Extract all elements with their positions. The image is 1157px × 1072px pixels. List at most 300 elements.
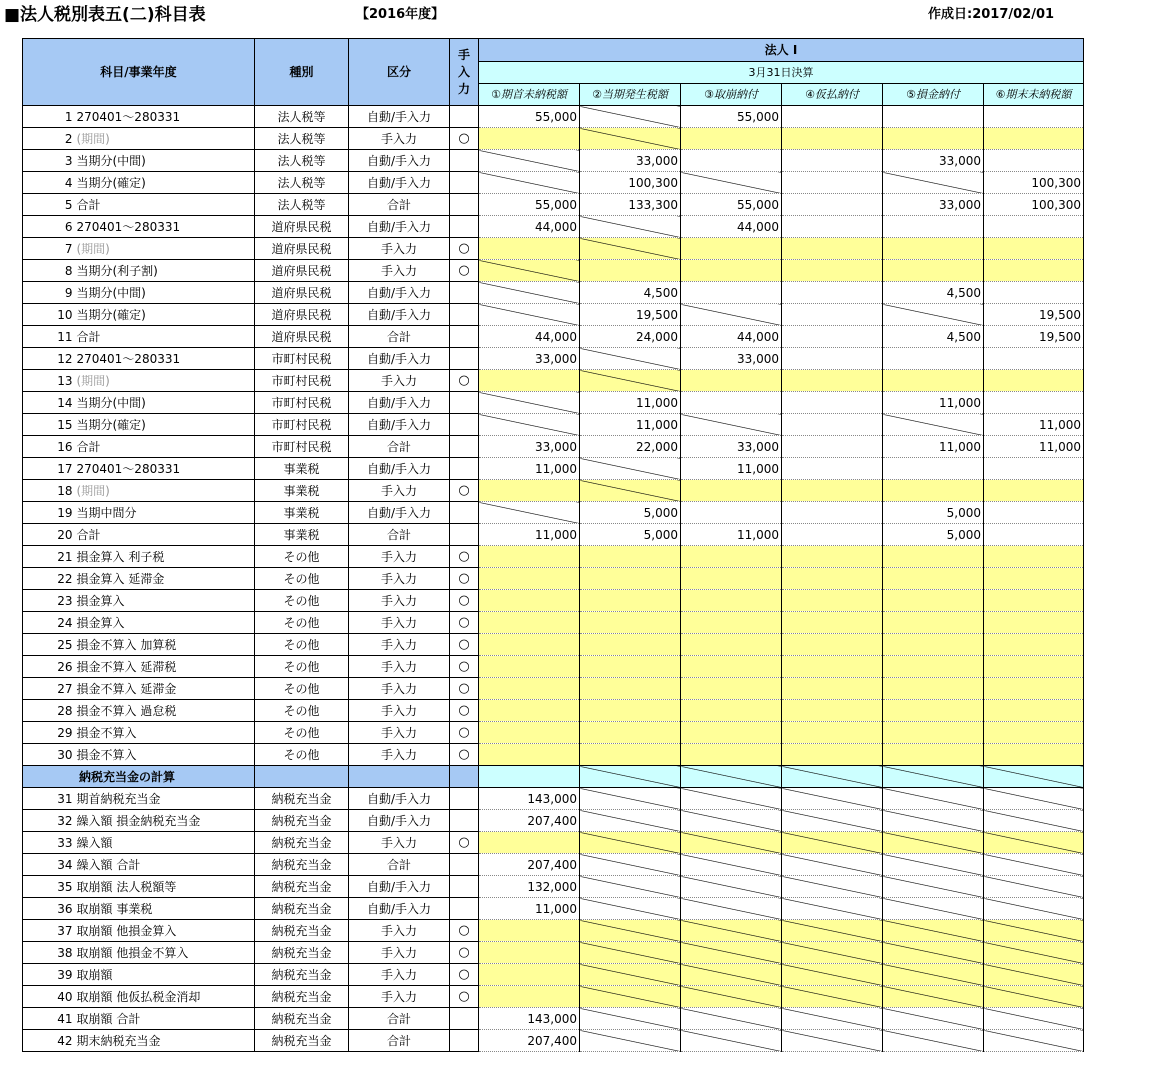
amount-cell[interactable] (580, 678, 681, 700)
manual-input-mark (450, 194, 479, 216)
amount-cell[interactable] (782, 744, 883, 766)
amount-cell (883, 414, 984, 436)
row-type: 納税充当金 (255, 1008, 349, 1030)
manual-input-mark (450, 326, 479, 348)
amount-cell[interactable] (580, 590, 681, 612)
amount-cell (782, 524, 883, 546)
table-row (23, 722, 1084, 744)
amount-cell[interactable] (479, 370, 580, 392)
row-number: 42 (23, 1030, 75, 1052)
amount-cell (479, 502, 580, 524)
amount-cell[interactable] (479, 260, 580, 282)
manual-input-mark (450, 348, 479, 370)
amount-cell[interactable] (479, 568, 580, 590)
amount-cell-disabled (984, 898, 1084, 920)
amount-cell[interactable] (883, 568, 984, 590)
amount-cell[interactable] (681, 744, 782, 766)
row-item: 当期分(中間) (75, 282, 255, 304)
table-row (23, 392, 1084, 414)
row-number: 16 (23, 436, 75, 458)
amount-cell[interactable] (883, 128, 984, 150)
amount-cell[interactable] (782, 238, 883, 260)
row-type: 事業税 (255, 502, 349, 524)
amount-cell (681, 304, 782, 326)
table-row (23, 612, 1084, 634)
amount-cell[interactable] (883, 546, 984, 568)
amount-cell (580, 106, 681, 128)
amount-cell[interactable] (984, 590, 1084, 612)
table-row (23, 546, 1084, 568)
amount-cell[interactable] (782, 568, 883, 590)
amount-cell (580, 216, 681, 238)
amount-cell[interactable] (883, 590, 984, 612)
amount-cell: 11,000 (479, 458, 580, 480)
account-table (22, 38, 1084, 1052)
amount-cell[interactable] (479, 832, 580, 854)
amount-cell-disabled (883, 854, 984, 876)
row-kubun: 手入力 (349, 634, 450, 656)
amount-cell[interactable] (681, 568, 782, 590)
amount-cell-disabled (580, 810, 681, 832)
amount-cell[interactable] (984, 480, 1084, 502)
row-number: 5 (23, 194, 75, 216)
row-number: 21 (23, 546, 75, 568)
row-kubun: 自動/手入力 (349, 502, 450, 524)
amount-cell[interactable] (479, 920, 580, 942)
amount-cell (580, 458, 681, 480)
amount-cell[interactable] (681, 546, 782, 568)
amount-cell: 55,000 (479, 194, 580, 216)
amount-cell: 19,500 (984, 326, 1084, 348)
amount-cell-disabled (681, 854, 782, 876)
amount-cell[interactable] (782, 634, 883, 656)
amount-cell[interactable] (479, 986, 580, 1008)
row-number: 4 (23, 172, 75, 194)
amount-cell-disabled (681, 788, 782, 810)
row-number: 29 (23, 722, 75, 744)
manual-input-mark (450, 392, 479, 414)
amount-cell-disabled (782, 810, 883, 832)
created-date: 作成日:2017/02/01 (928, 7, 1055, 22)
amount-cell-disabled (883, 1008, 984, 1030)
amount-cell[interactable] (681, 722, 782, 744)
amount-cell: 44,000 (479, 216, 580, 238)
row-item: 取崩額 他損金算入 (75, 920, 255, 942)
amount-cell: 19,500 (984, 304, 1084, 326)
row-number: 13 (23, 370, 75, 392)
row-kubun: 自動/手入力 (349, 282, 450, 304)
manual-input-mark (450, 216, 479, 238)
row-item: 取崩額 法人税額等 (75, 876, 255, 898)
row-kubun: 自動/手入力 (349, 392, 450, 414)
table-row (23, 524, 1084, 546)
amount-cell[interactable] (580, 480, 681, 502)
row-kubun: 手入力 (349, 546, 450, 568)
amount-cell[interactable] (984, 700, 1084, 722)
amount-cell[interactable] (782, 612, 883, 634)
manual-input-mark: ○ (450, 744, 479, 766)
row-number: 31 (23, 788, 75, 810)
amount-cell[interactable] (580, 656, 681, 678)
amount-cell-disabled (984, 854, 1084, 876)
section-kubun-cell (349, 766, 450, 788)
amount-cell[interactable] (580, 744, 681, 766)
row-kubun: 手入力 (349, 568, 450, 590)
amount-cell-disabled (782, 986, 883, 1008)
row-number: 40 (23, 986, 75, 1008)
amount-cell[interactable] (782, 480, 883, 502)
amount-cell[interactable] (984, 546, 1084, 568)
manual-input-mark (450, 502, 479, 524)
table-row (23, 502, 1084, 524)
row-kubun: 手入力 (349, 942, 450, 964)
amount-cell[interactable] (883, 370, 984, 392)
amount-cell-disabled (984, 832, 1084, 854)
amount-cell: 33,000 (883, 194, 984, 216)
row-item: 当期分(確定) (75, 304, 255, 326)
row-item: 取崩額 他損金不算入 (75, 942, 255, 964)
row-number: 12 (23, 348, 75, 370)
amount-cell (782, 216, 883, 238)
row-kubun: 合計 (349, 854, 450, 876)
amount-cell[interactable] (883, 480, 984, 502)
amount-cell[interactable] (681, 590, 782, 612)
amount-cell-disabled (984, 876, 1084, 898)
amount-cell: 33,000 (681, 436, 782, 458)
amount-cell (984, 392, 1084, 414)
row-kubun: 自動/手入力 (349, 348, 450, 370)
tax-rows (23, 106, 1084, 766)
amount-cell-disabled (782, 1008, 883, 1030)
amount-cell: 44,000 (479, 326, 580, 348)
amount-cell[interactable] (479, 656, 580, 678)
manual-input-mark: ○ (450, 700, 479, 722)
amount-cell (782, 458, 883, 480)
amount-cell[interactable] (984, 678, 1084, 700)
amount-cell[interactable] (782, 546, 883, 568)
amount-cell[interactable] (883, 634, 984, 656)
amount-cell[interactable] (479, 722, 580, 744)
amount-cell (782, 194, 883, 216)
amount-cell[interactable] (681, 612, 782, 634)
row-number: 19 (23, 502, 75, 524)
col-kubun-header: 区分 (349, 39, 450, 106)
row-kubun: 手入力 (349, 700, 450, 722)
amount-cell[interactable] (883, 612, 984, 634)
col-manual-header: 手入力 (450, 39, 479, 106)
amount-cell: 5,000 (580, 502, 681, 524)
amount-cell: 11,000 (580, 392, 681, 414)
amount-cell[interactable] (681, 238, 782, 260)
table-row (23, 304, 1084, 326)
amount-cell-disabled (580, 942, 681, 964)
amount-cell: 4,500 (580, 282, 681, 304)
amount-cell[interactable] (681, 678, 782, 700)
table-row (23, 194, 1084, 216)
amount-cell[interactable] (883, 678, 984, 700)
row-item: 270401～280331 (75, 216, 255, 238)
manual-input-mark: ○ (450, 480, 479, 502)
amount-cell[interactable] (580, 722, 681, 744)
amount-cell (479, 172, 580, 194)
row-kubun: 手入力 (349, 744, 450, 766)
row-type: 道府県民税 (255, 282, 349, 304)
fiscal-year: 【2016年度】 (356, 7, 445, 22)
amount-cell[interactable] (782, 260, 883, 282)
amount-cell[interactable] (580, 612, 681, 634)
manual-input-mark (450, 106, 479, 128)
amount-cell[interactable] (782, 678, 883, 700)
amount-cell[interactable] (479, 590, 580, 612)
amount-cell[interactable] (580, 370, 681, 392)
amount-cell (782, 282, 883, 304)
amount-cell[interactable] (883, 238, 984, 260)
row-item: (期間) (75, 480, 255, 502)
amount-cell: 4,500 (883, 326, 984, 348)
row-type: 納税充当金 (255, 810, 349, 832)
amount-cell[interactable] (984, 568, 1084, 590)
row-kubun: 手入力 (349, 480, 450, 502)
amount-cell[interactable] (681, 480, 782, 502)
amount-cell (479, 414, 580, 436)
row-item: 当期分(中間) (75, 392, 255, 414)
row-number: 34 (23, 854, 75, 876)
amount-cell (782, 326, 883, 348)
row-kubun: 手入力 (349, 986, 450, 1008)
amount-cell[interactable] (580, 700, 681, 722)
amount-cell (782, 392, 883, 414)
amount-cell (681, 414, 782, 436)
amount-cell[interactable] (984, 634, 1084, 656)
row-type: その他 (255, 722, 349, 744)
amount-cell-disabled (883, 788, 984, 810)
amount-cell-disabled (580, 986, 681, 1008)
manual-input-mark: ○ (450, 832, 479, 854)
amount-cell[interactable] (681, 700, 782, 722)
amount-cell (883, 304, 984, 326)
amount-cell[interactable] (883, 744, 984, 766)
row-number: 15 (23, 414, 75, 436)
row-type: その他 (255, 612, 349, 634)
row-type: 法人税等 (255, 194, 349, 216)
amount-cell-disabled (580, 788, 681, 810)
row-item: 当期分(確定) (75, 172, 255, 194)
amount-cell-disabled (883, 876, 984, 898)
table-row (23, 700, 1084, 722)
table-row (23, 854, 1084, 876)
manual-input-mark: ○ (450, 590, 479, 612)
amount-cell[interactable] (681, 370, 782, 392)
row-kubun: 手入力 (349, 590, 450, 612)
manual-input-mark: ○ (450, 920, 479, 942)
row-number: 24 (23, 612, 75, 634)
amount-cell: 11,000 (883, 392, 984, 414)
amount-cell[interactable] (984, 370, 1084, 392)
amount-cell[interactable] (681, 656, 782, 678)
manual-input-mark: ○ (450, 678, 479, 700)
amount-cell[interactable] (580, 238, 681, 260)
amount-cell[interactable] (580, 568, 681, 590)
manual-input-mark (450, 788, 479, 810)
row-type: 道府県民税 (255, 216, 349, 238)
table-row (23, 216, 1084, 238)
amount-cell[interactable] (479, 964, 580, 986)
amount-cell[interactable] (479, 942, 580, 964)
amount-cell (782, 348, 883, 370)
amount-cell[interactable] (580, 260, 681, 282)
amount-cell[interactable] (782, 700, 883, 722)
amount-cell[interactable] (479, 634, 580, 656)
amount-cell[interactable] (479, 480, 580, 502)
manual-input-mark (450, 414, 479, 436)
row-kubun: 自動/手入力 (349, 304, 450, 326)
amount-cell-disabled (580, 1008, 681, 1030)
row-item: 合計 (75, 436, 255, 458)
amount-cell (984, 216, 1084, 238)
amount-cell (681, 172, 782, 194)
manual-input-mark (450, 150, 479, 172)
corp-header: 法人 Ⅰ (479, 39, 1084, 62)
amount-cell[interactable] (479, 678, 580, 700)
table-row (23, 128, 1084, 150)
amount-cell-disabled (883, 898, 984, 920)
table-row (23, 568, 1084, 590)
manual-input-mark (450, 458, 479, 480)
amount-cell: 44,000 (681, 326, 782, 348)
manual-input-mark: ○ (450, 986, 479, 1008)
row-kubun: 自動/手入力 (349, 414, 450, 436)
row-type: 納税充当金 (255, 986, 349, 1008)
amount-cell-disabled (681, 832, 782, 854)
row-item: (期間) (75, 238, 255, 260)
amount-cell[interactable] (984, 260, 1084, 282)
amount-cell: 33,000 (681, 348, 782, 370)
amount-cell[interactable] (681, 128, 782, 150)
row-item: 270401～280331 (75, 458, 255, 480)
table-row (23, 282, 1084, 304)
amount-cell[interactable] (782, 370, 883, 392)
amount-cell (984, 524, 1084, 546)
amount-cell: 11,000 (479, 524, 580, 546)
amount-cell-disabled (984, 810, 1084, 832)
amount-cell[interactable] (479, 128, 580, 150)
amount-cell: 143,000 (479, 788, 580, 810)
amount-cell: 11,000 (681, 458, 782, 480)
amount-cell[interactable] (883, 656, 984, 678)
row-type: 納税充当金 (255, 920, 349, 942)
row-kubun: 合計 (349, 1030, 450, 1052)
amount-cell (479, 282, 580, 304)
amount-cell[interactable] (782, 656, 883, 678)
amount-cell-disabled (782, 898, 883, 920)
section-amount-cell (580, 766, 681, 788)
amount-cell[interactable] (984, 656, 1084, 678)
row-type: 市町村民税 (255, 392, 349, 414)
amount-col-header: ②当期発生税額 (580, 84, 681, 106)
amount-cell-disabled (782, 942, 883, 964)
row-number: 28 (23, 700, 75, 722)
amount-cell (681, 392, 782, 414)
table-row (23, 370, 1084, 392)
amount-cell[interactable] (580, 546, 681, 568)
amount-cell[interactable] (782, 722, 883, 744)
row-number: 2 (23, 128, 75, 150)
table-row (23, 788, 1084, 810)
amount-cell[interactable] (984, 722, 1084, 744)
row-type: 納税充当金 (255, 876, 349, 898)
amount-cell: 133,300 (580, 194, 681, 216)
row-number: 1 (23, 106, 75, 128)
row-kubun: 手入力 (349, 238, 450, 260)
amount-cell (580, 348, 681, 370)
row-kubun: 手入力 (349, 832, 450, 854)
row-number: 37 (23, 920, 75, 942)
table-row (23, 150, 1084, 172)
amount-cell (984, 458, 1084, 480)
amount-cell-disabled (984, 1008, 1084, 1030)
amount-cell (984, 348, 1084, 370)
amount-cell (883, 172, 984, 194)
amount-cell[interactable] (479, 744, 580, 766)
amount-cell[interactable] (782, 590, 883, 612)
amount-cell[interactable] (580, 634, 681, 656)
amount-cell (984, 150, 1084, 172)
amount-cell (782, 106, 883, 128)
row-type: 道府県民税 (255, 238, 349, 260)
amount-cell-disabled (580, 964, 681, 986)
amount-cell[interactable] (883, 260, 984, 282)
amount-cell-disabled (580, 920, 681, 942)
amount-cell (883, 216, 984, 238)
row-type: 市町村民税 (255, 370, 349, 392)
amount-cell[interactable] (984, 238, 1084, 260)
row-type: 道府県民税 (255, 260, 349, 282)
row-item: 繰入額 (75, 832, 255, 854)
table-row (23, 964, 1084, 986)
amount-cell[interactable] (883, 722, 984, 744)
amount-cell-disabled (681, 876, 782, 898)
row-item: 取崩額 合計 (75, 1008, 255, 1030)
row-type: 市町村民税 (255, 348, 349, 370)
amount-cell[interactable] (984, 128, 1084, 150)
amount-cell[interactable] (984, 612, 1084, 634)
table-row (23, 810, 1084, 832)
amount-cell[interactable] (479, 700, 580, 722)
amount-cell-disabled (984, 942, 1084, 964)
amount-cell-disabled (580, 898, 681, 920)
table-row (23, 942, 1084, 964)
amount-cell[interactable] (984, 744, 1084, 766)
row-number: 18 (23, 480, 75, 502)
amount-cell: 11,000 (479, 898, 580, 920)
amount-cell[interactable] (681, 634, 782, 656)
amount-cell-disabled (984, 788, 1084, 810)
amount-cell: 207,400 (479, 810, 580, 832)
row-item: 合計 (75, 524, 255, 546)
row-item: 損金不算入 過怠税 (75, 700, 255, 722)
amount-cell-disabled (681, 898, 782, 920)
row-type: 市町村民税 (255, 436, 349, 458)
amount-cell[interactable] (580, 128, 681, 150)
amount-cell[interactable] (479, 238, 580, 260)
row-kubun: 手入力 (349, 722, 450, 744)
amount-cell[interactable] (782, 128, 883, 150)
amount-cell[interactable] (479, 612, 580, 634)
amount-cell[interactable] (681, 260, 782, 282)
manual-input-mark (450, 436, 479, 458)
amount-cell[interactable] (479, 546, 580, 568)
amount-cell[interactable] (883, 700, 984, 722)
